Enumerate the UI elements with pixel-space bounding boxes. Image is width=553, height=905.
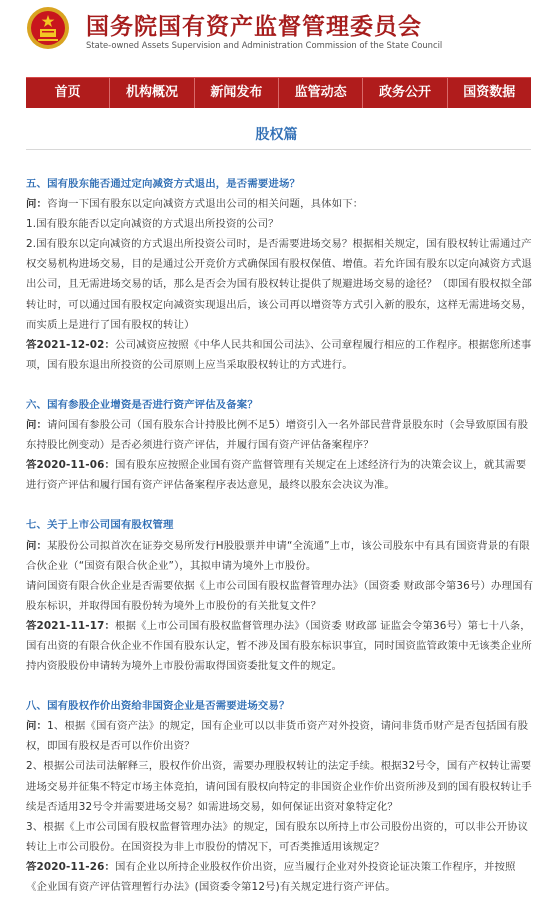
- qa-item: [26, 696, 534, 897]
- qa-heading: 五、国有股东能否通过定向减资方式退出，是否需要进场？: [26, 178, 301, 190]
- qa-item: [26, 395, 534, 495]
- national-emblem-icon: [26, 6, 70, 50]
- answer-label: 答2021-11-17：: [26, 619, 116, 632]
- nav-home[interactable]: 首页: [26, 78, 110, 108]
- question-paragraph: [26, 817, 534, 857]
- answer-paragraph: [26, 857, 534, 897]
- site-subtitle: State-owned Assets Supervision and Administration Commission of the State Council: [86, 40, 443, 50]
- nav-government-affairs[interactable]: 政务公开: [363, 78, 447, 108]
- answer-text: 根据《上市公司国有股权监督管理办法》（国资委 财政部 证监会令第36号）第七十八条，国有出资的有限合伙企业不作国有股东认定，暂不涉及国有股东标识事宜，同时国资监管政策中无该类企业所持内资股股份申请转为境外上市股份需取得国资委批复文件的规定。: [26, 619, 532, 673]
- nav-organization[interactable]: 机构概况: [110, 78, 194, 108]
- question-text: 1.国有股东能否以定向减资的方式退出所投资的公司？: [26, 218, 279, 231]
- section-title: 股权篇: [255, 127, 298, 143]
- qa-item: [26, 515, 534, 676]
- section-divider: [26, 149, 531, 150]
- question-text: 1、根据《国有资产法》的规定，国有企业可以以非货币资产对外投资，请问非货币财产是否包括国有股权，即国有股权是否可以作价出资？: [26, 720, 529, 753]
- qa-heading: 七、关于上市公司国有股权管理: [26, 519, 174, 532]
- question-label: 问：: [26, 419, 48, 432]
- question-text: 某股份公司拟首次在证券交易所发行H股股票并申请“全流通”上市，该公司股东中有具有国资背景的有限合伙企业（“国资有限合伙企业”），其拟申请为境外上市股份。: [26, 539, 530, 572]
- site-header: [0, 0, 553, 70]
- question-paragraph: [26, 716, 534, 756]
- question-text: 请问国资有限合伙企业是否需要依据《上市公司国有股权监督管理办法》（国资委 财政部令第36号）办理国有股东标识，并取得国有股份转为境外上市股份的有关批复文件？: [26, 579, 534, 612]
- nav-data[interactable]: 国资数据: [463, 85, 516, 100]
- qa-heading: 八、国有股权作价出资给非国资企业是否需要进场交易？: [26, 700, 290, 713]
- qa-heading: 六、国有参股企业增资是否进行资产评估及备案？: [26, 398, 258, 411]
- answer-text: 国有股东应按照企业国有资产监督管理有关规定在上述经济行为的决策会议上，就其需要进行资产评估和履行国有资产评估备案程序表达意见，最终以股东会决议为准。: [26, 459, 527, 492]
- answer-label: 答2020-11-06：: [26, 459, 116, 472]
- qa-item: [26, 174, 534, 375]
- answer-paragraph: [26, 335, 534, 375]
- question-paragraph: [26, 415, 534, 455]
- answer-text: 公司减资应按照《中华人民共和国公司法》、公司章程履行相应的工作程序。根据您所述事项，国有股东退出所投资的公司原则上应当采取股权转让的方式进行。: [26, 338, 532, 371]
- question-text: 3、根据《上市公司国有股权监督管理办法》的规定，国有股东以所持上市公司股份出资的，可以非公开协议转让上市公司股份。在国资投为非上市股份的情况下，可否类推适用该规定？: [26, 820, 529, 853]
- question-text: 咨询一下国有股东以定向减资方式退出公司的相关问题，具体如下：: [47, 198, 364, 211]
- answer-paragraph: [26, 616, 534, 676]
- question-text: 请问国有参股公司（国有股东合计持股比例不足5）增资引入一名外部民营背景股东时（会导致原国有股东持股比例变动）是否必须进行资产评估，并履行国有资产评估备案程序？: [26, 419, 529, 452]
- question-label: 问：: [26, 198, 48, 211]
- question-paragraph: [26, 756, 534, 816]
- question-label: 问：: [26, 539, 48, 552]
- question-text: 2、根据公司法司法解释三，股权作价出资，需要办理股权转让的法定手续。根据32号令，国有产权转让需要进场交易并征集不特定市场主体竞拍，请问国有股权向特定的非国资企业作价出资所涉及到的国有股权转让手续是否适用32号令并需要进场交易？如需进场交易，如何保证出资对象特定化？: [26, 760, 532, 813]
- qa-content: [26, 174, 534, 897]
- question-paragraph: [26, 536, 534, 576]
- question-paragraph: [26, 214, 534, 234]
- nav-supervision[interactable]: 监管动态: [279, 78, 363, 108]
- site-title: 国务院国有资产监督管理委员会: [86, 14, 422, 40]
- answer-label: 答2020-11-26：: [26, 860, 116, 873]
- answer-paragraph: [26, 455, 534, 495]
- answer-text: 国有企业以所持企业股权作价出资，应当履行企业对外投资论证决策工作程序，并按照《企业国有资产评估管理暂行办法》(国资委令第12号)有关规定进行资产评估。: [26, 860, 516, 893]
- main-nav: [26, 77, 531, 108]
- question-text: 2.国有股东以定向减资的方式退出所投资公司时，是否需要进场交易？根据相关规定，国有股权转让需通过产权交易机构进场交易，目的是通过公开竞价方式确保国有股权保值、增值。若允许国有股东以定向减资方式退出公司，且无需进场交易的话，那么是否会为国有股权转让提供了规避进场交易的途径？（即国有股权拟全部转让时，可以通过国有股权定向减资实现退出后，该公司再以增资等方式引入新的股东，这样无需进场交易，而实质上是进行了国有股权的转让）: [26, 238, 532, 331]
- question-paragraph: [26, 576, 534, 616]
- question-paragraph: [26, 234, 534, 334]
- question-paragraph: [26, 194, 534, 214]
- answer-label: 答2021-12-02：: [26, 338, 116, 351]
- nav-news[interactable]: 新闻发布: [195, 78, 279, 108]
- question-label: 问：: [26, 720, 48, 733]
